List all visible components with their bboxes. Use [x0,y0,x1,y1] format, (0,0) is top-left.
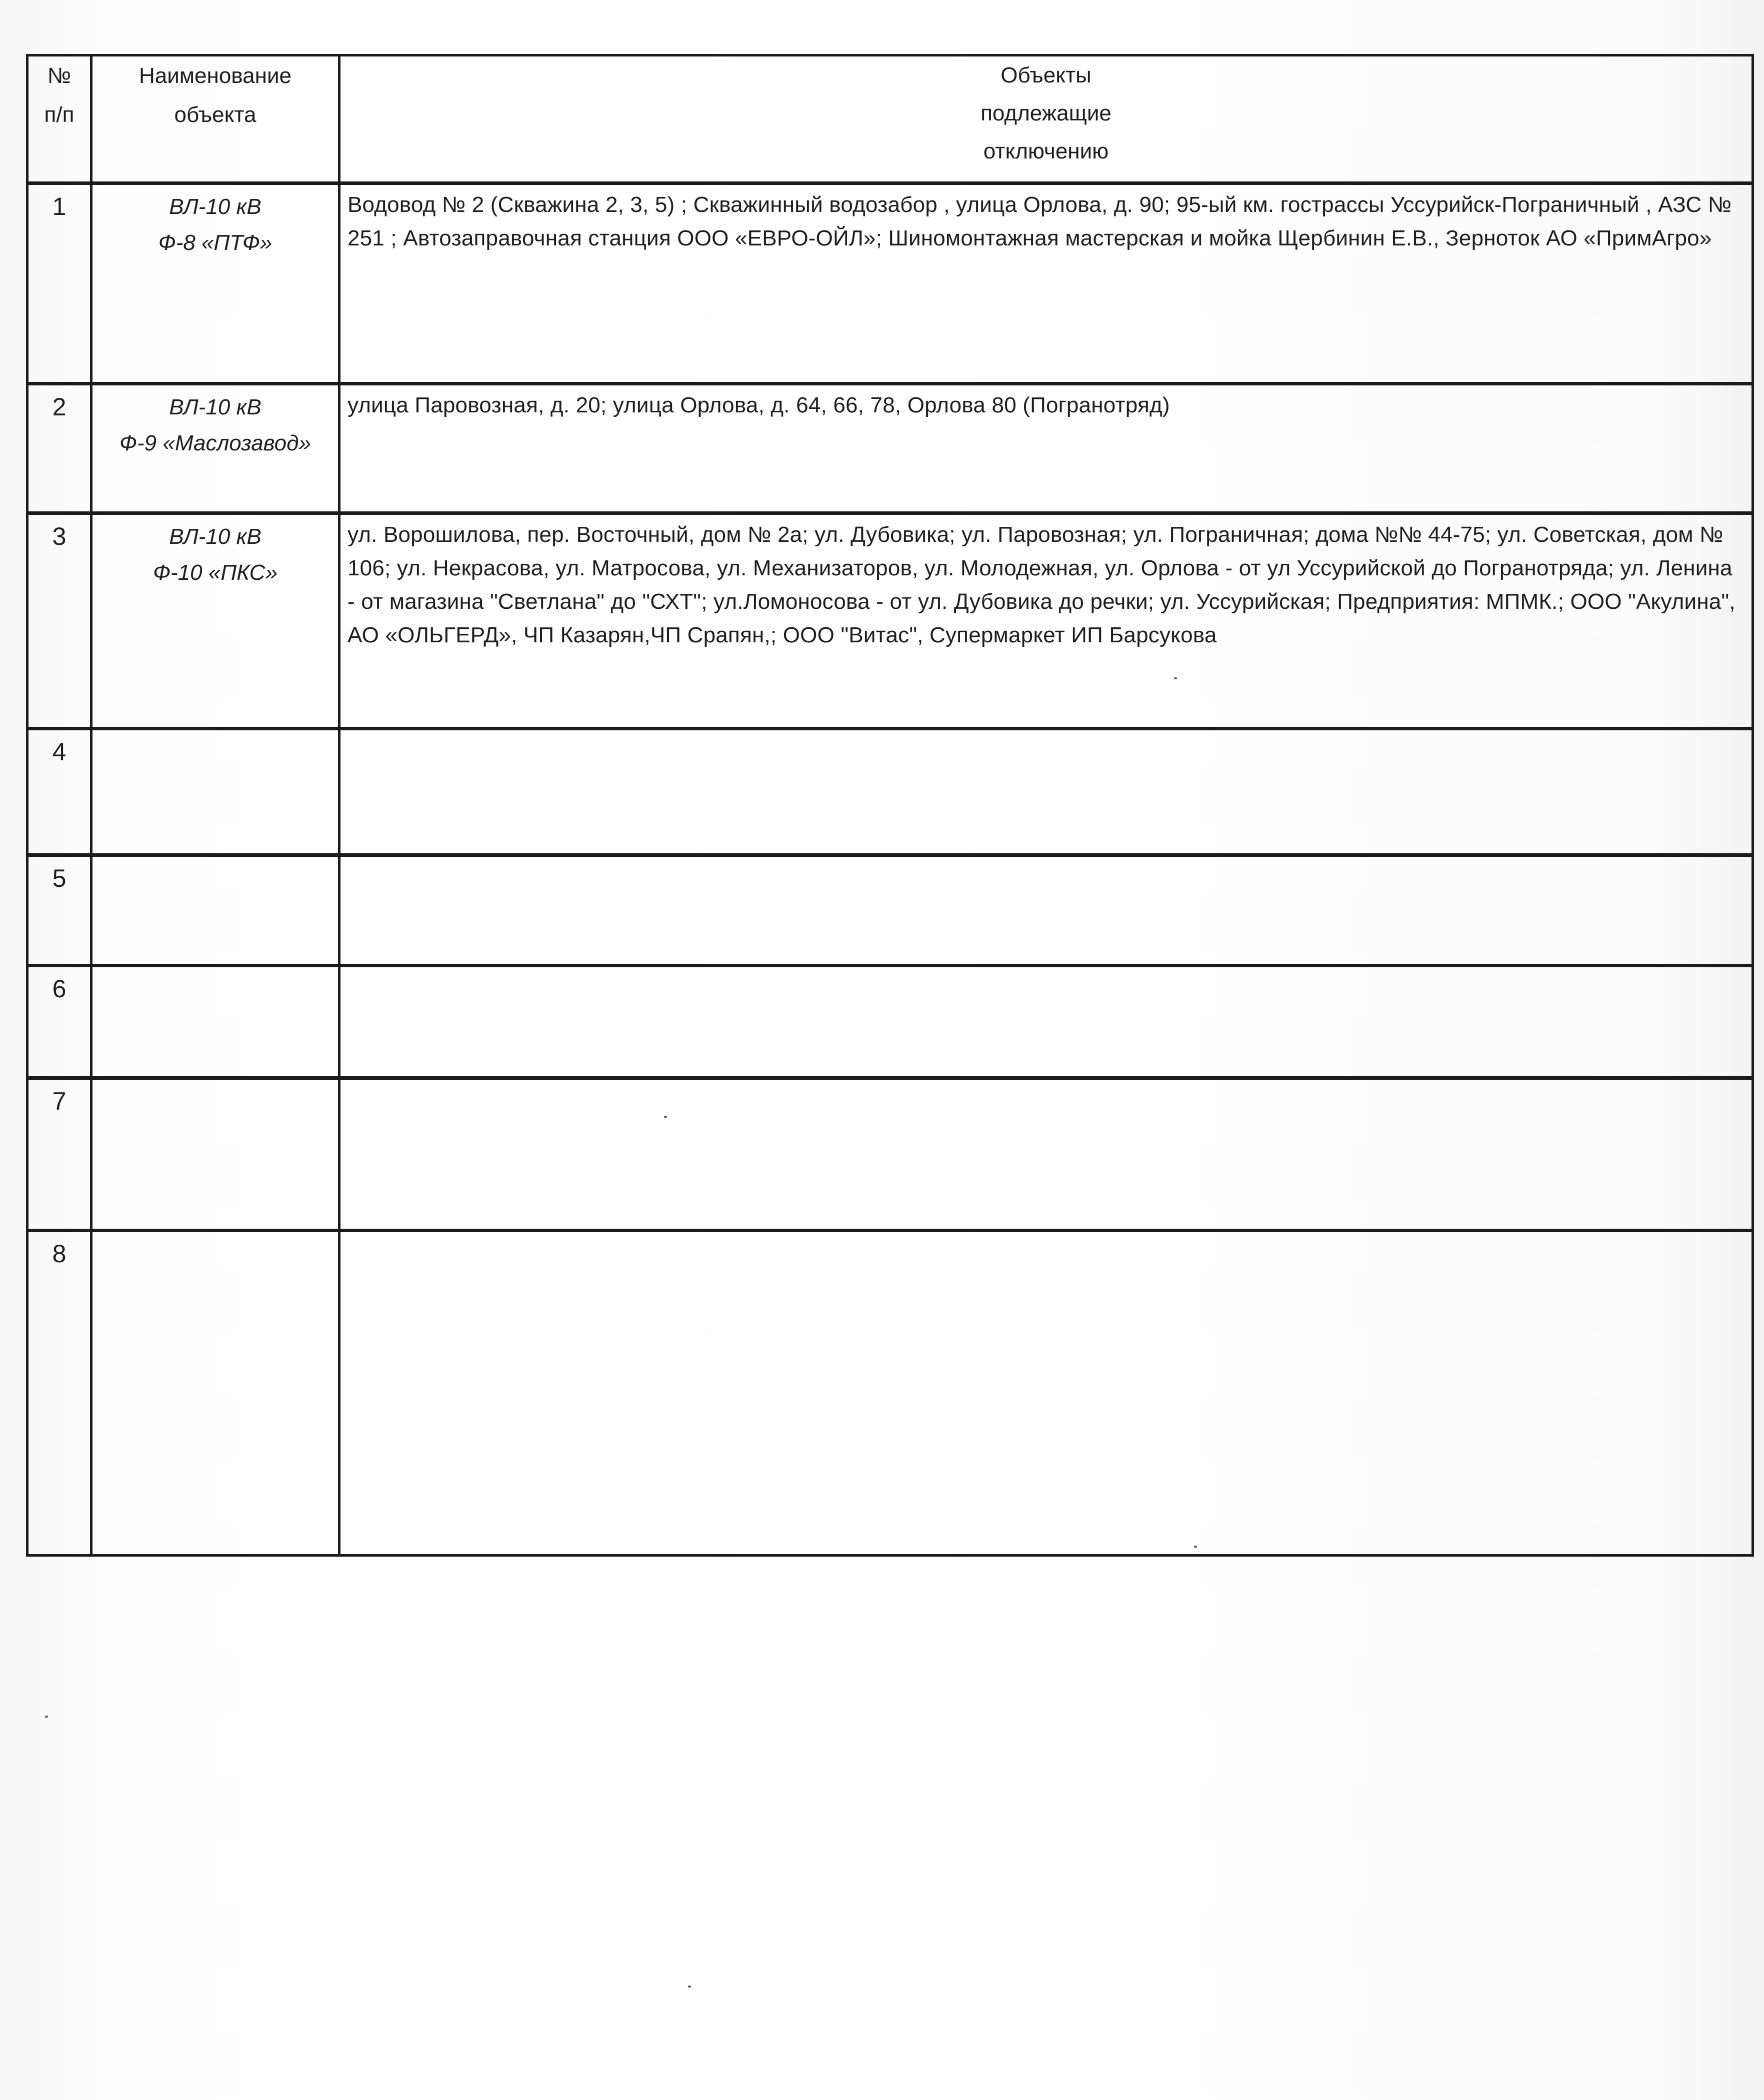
row-number: 2 [28,384,92,513]
table-row [28,1078,1753,1231]
row-object-name [92,855,340,966]
row-object-name [92,513,340,729]
row-number: 7 [28,1078,92,1231]
row-object-name [92,1078,340,1231]
row-feeder-name: Ф-9 «Маслозавод» [120,431,311,455]
shutdown-objects-table [26,54,1754,1557]
header-number-line-1: № [47,63,72,88]
row-line-name: ВЛ-10 кВ [169,194,262,219]
row-objects-list [340,855,1753,966]
row-object-name [92,384,340,513]
row-object-name [92,966,340,1078]
header-objects-line-3: отключению [983,139,1109,163]
header-objects [340,55,1753,183]
header-name-line-2: объекта [174,102,256,127]
row-objects-list [340,1078,1753,1231]
row-objects-list: улица Паровозная, д. 20; улица Орлова, д. 64, 66, 78, Орлова 80 (Погранотряд) [340,384,1753,513]
row-feeder-name: Ф-8 «ПТФ» [158,230,272,255]
row-objects-list [340,1231,1753,1556]
row-object-name [92,183,340,384]
row-objects-list: ул. Ворошилова, пер. Восточный, дом № 2а; ул. Дубовика; ул. Паровозная; ул. Пограничная; дома №№ 44-75; ул. Советская, дом № 106; ул. Некрасова, ул. Матросова, ул. Механизаторов, ул. Молодежная, ул. Орлова - от ул Уссурийской до Погранотряда; ул. Ленина - от магазина "Светлана" до "СХТ"; ул.Ломоносова - от ул. Дубовика до речки; ул. Уссурийская; Предприятия: МПМК.; ООО "Акулина", АО «ОЛЬГЕРД», ЧП Казарян,ЧП Срапян,; ООО "Витас", Супермаркет ИП Барсукова [340,513,1753,729]
table-row [28,513,1753,729]
scan-speck [664,1116,667,1118]
row-object-name [92,1231,340,1556]
table-row [28,966,1753,1078]
row-number: 1 [28,183,92,384]
row-number: 5 [28,855,92,966]
scan-speck [45,1716,48,1718]
row-object-name [92,729,340,855]
row-objects-list: Водовод № 2 (Скважина 2, 3, 5) ; Скважинный водозабор , улица Орлова, д. 90; 95-ый км. гострассы Уссурийск-Пограничный , АЗС № 251 ; Автозаправочная станция ООО «ЕВРО-ОЙЛ»; Шиномонтажная мастерская и мойка Щербинин Е.В., Зерноток АО «ПримАгро» [340,183,1753,384]
row-line-name: ВЛ-10 кВ [169,395,262,419]
header-objects-line-1: Объекты [1000,63,1092,87]
table-row [28,729,1753,855]
row-feeder-name: Ф-10 «ПКС» [153,560,278,585]
row-number: 4 [28,729,92,855]
header-objects-line-2: подлежащие [980,101,1112,125]
header-number-line-2: п/п [44,102,74,127]
header-number [28,55,92,183]
header-name [92,55,340,183]
table-row [28,183,1753,384]
scan-speck [1194,1546,1197,1548]
row-number: 3 [28,513,92,729]
scan-speck [1174,677,1177,679]
row-line-name: ВЛ-10 кВ [169,524,262,549]
table-row [28,384,1753,513]
table-header-row [28,55,1753,183]
row-number: 8 [28,1231,92,1556]
row-objects-list [340,729,1753,855]
table-row [28,1231,1753,1556]
row-number: 6 [28,966,92,1078]
header-name-line-1: Наименование [138,63,292,88]
scan-speck [688,1986,691,1988]
table-row [28,855,1753,966]
row-objects-list [340,966,1753,1078]
